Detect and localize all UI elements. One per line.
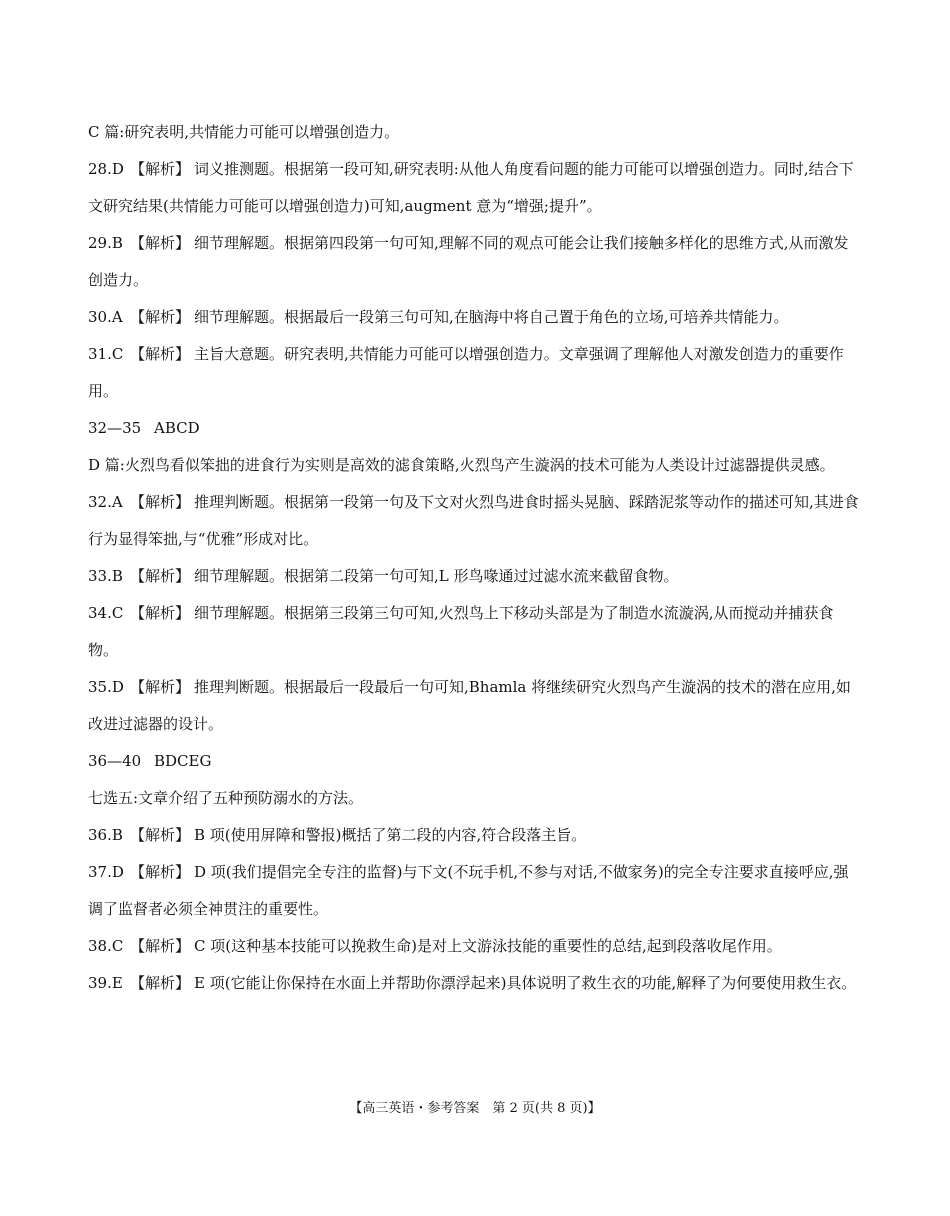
answer-item-38 <box>88 928 863 965</box>
answer-item-29 <box>88 225 863 299</box>
answer-item-36 <box>88 817 863 854</box>
answer-page-content <box>88 114 863 1002</box>
analysis-tag: 【解析】 <box>130 937 191 955</box>
analysis-text: 细节理解题。根据第三段第三句可知,火烈鸟上下移动头部是为了制造水流漩涡,从而搅动并捕获食物。 <box>88 604 834 659</box>
answer-letters: ABCD <box>154 419 200 437</box>
analysis-tag: 【解析】 <box>130 345 191 363</box>
answer-item-37 <box>88 854 863 928</box>
analysis-text: 主旨大意题。研究表明,共情能力可能可以增强创造力。文章强调了理解他人对激发创造力的重要作用。 <box>88 345 844 400</box>
answer-number: 34.C <box>88 604 124 622</box>
seven-choose-five-summary: 七选五:文章介绍了五种预防溺水的方法。 <box>88 789 364 807</box>
answer-number: 33.B <box>88 567 123 585</box>
answer-key-32-35 <box>88 410 863 447</box>
passage-d-summary: D 篇:火烈鸟看似笨拙的进食行为实则是高效的滤食策略,火烈鸟产生漩涡的技术可能为人类设计过滤器提供灵感。 <box>88 456 835 474</box>
analysis-text: E 项(它能让你保持在水面上并帮助你漂浮起来)具体说明了救生衣的功能,解释了为何要使用救生衣。 <box>194 974 857 992</box>
answer-range: 36—40 <box>88 752 142 770</box>
answer-key-36-40 <box>88 743 863 780</box>
answer-item-34 <box>88 595 863 669</box>
answer-number: 37.D <box>88 863 124 881</box>
analysis-text: 推理判断题。根据第一段第一句及下文对火烈鸟进食时摇头晃脑、踩踏泥浆等动作的描述可知,其进食行为显得笨拙,与“优雅”形成对比。 <box>88 493 859 548</box>
answer-item-33 <box>88 558 863 595</box>
answer-letters: BDCEG <box>154 752 212 770</box>
analysis-text: 细节理解题。根据最后一段第三句可知,在脑海中将自己置于角色的立场,可培养共情能力。 <box>194 308 789 326</box>
answer-item-35 <box>88 669 863 743</box>
analysis-text: C 项(这种基本技能可以挽救生命)是对上文游泳技能的重要性的总结,起到段落收尾作用。 <box>194 937 782 955</box>
answer-item-30 <box>88 299 863 336</box>
answer-number: 38.C <box>88 937 124 955</box>
answer-number: 39.E <box>88 974 123 992</box>
analysis-tag: 【解析】 <box>130 826 191 844</box>
passage-c-summary: C 篇:研究表明,共情能力可能可以增强创造力。 <box>88 123 400 141</box>
analysis-tag: 【解析】 <box>130 234 191 252</box>
analysis-tag: 【解析】 <box>130 567 191 585</box>
analysis-text: 推理判断题。根据最后一段最后一句可知,Bhamla 将继续研究火烈鸟产生漩涡的技术的潜在应用,如改进过滤器的设计。 <box>88 678 851 733</box>
answer-number: 32.A <box>88 493 123 511</box>
analysis-tag: 【解析】 <box>130 308 191 326</box>
analysis-tag: 【解析】 <box>130 678 191 696</box>
analysis-text: D 项(我们提倡完全专注的监督)与下文(不玩手机,不参与对话,不做家务)的完全专注要求直接呼应,强调了监督者必须全神贯注的重要性。 <box>88 863 849 918</box>
analysis-tag: 【解析】 <box>130 493 191 511</box>
analysis-tag: 【解析】 <box>130 974 191 992</box>
answer-number: 31.C <box>88 345 124 363</box>
analysis-tag: 【解析】 <box>130 604 191 622</box>
answer-number: 36.B <box>88 826 123 844</box>
analysis-text: 词义推测题。根据第一段可知,研究表明:从他人角度看问题的能力可能可以增强创造力。同时,结合下文研究结果(共情能力可能可以增强创造力)可知,augment 意为“增强;提升”。 <box>88 160 854 215</box>
analysis-tag: 【解析】 <box>130 160 191 178</box>
answer-range: 32—35 <box>88 419 142 437</box>
analysis-text: 细节理解题。根据第四段第一句可知,理解不同的观点可能会让我们接触多样化的思维方式,从而激发创造力。 <box>88 234 849 289</box>
answer-item-28 <box>88 151 863 225</box>
answer-number: 29.B <box>88 234 123 252</box>
answer-item-32 <box>88 484 863 558</box>
answer-item-39 <box>88 965 863 1002</box>
answer-item-31 <box>88 336 863 410</box>
answer-number: 30.A <box>88 308 123 326</box>
answer-number: 28.D <box>88 160 124 178</box>
analysis-text: 细节理解题。根据第二段第一句可知,L 形鸟喙通过过滤水流来截留食物。 <box>194 567 679 585</box>
analysis-tag: 【解析】 <box>130 863 191 881</box>
analysis-text: B 项(使用屏障和警报)概括了第二段的内容,符合段落主旨。 <box>194 826 587 844</box>
page-footer: 【高三英语・参考答案 第 2 页(共 8 页)】 <box>349 1101 601 1116</box>
answer-number: 35.D <box>88 678 124 696</box>
